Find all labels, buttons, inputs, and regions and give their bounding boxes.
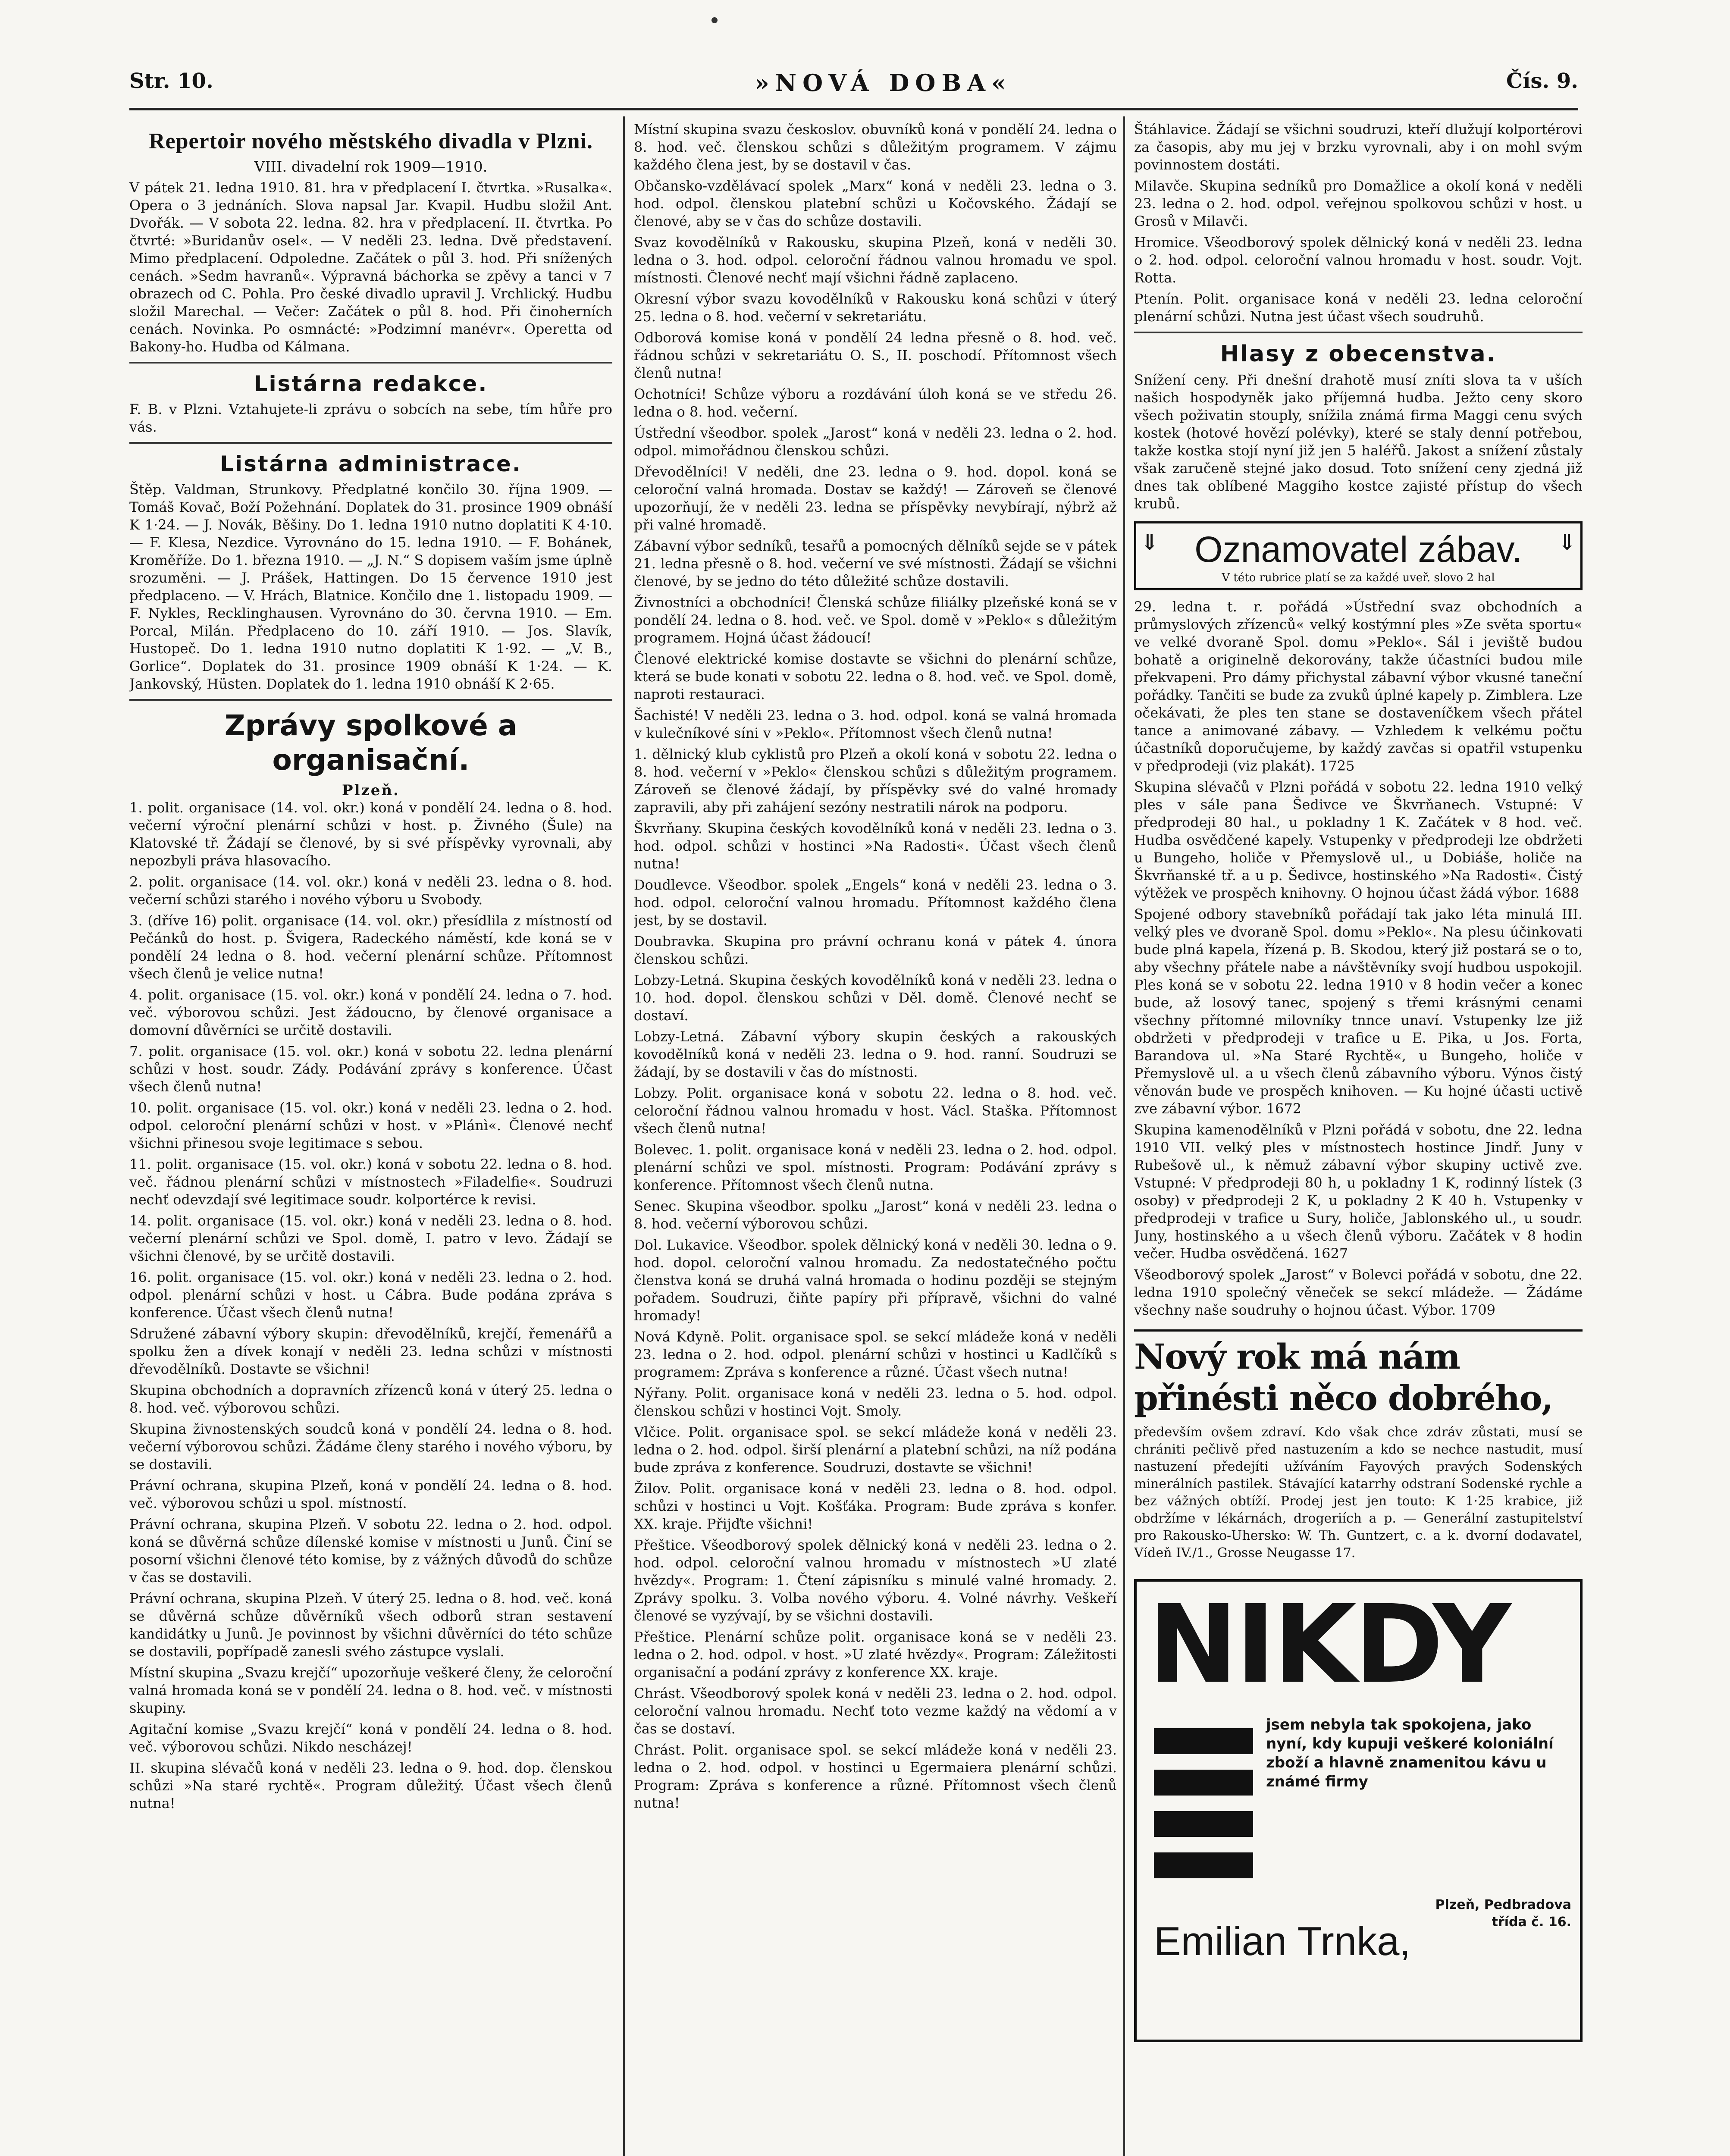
notice-paragraph: Chrást. Všeodborový spolek koná v neděli 23. ledna o 2. hod. odpol. celoroční valnou hromadu. Nechť toto vezme každý na vědomí a v čas se dostaví. [634, 1685, 1117, 1737]
notice-paragraph: Živnostníci a obchodníci! Členská schůze filiálky plzeňské koná se v pondělí 24. ledna o 8. hod. več. ve Spol. domě v »Peklo« s důležitým programem. Hojná účast žádoucí! [634, 594, 1117, 646]
listarna-admin-title: Listárna administrace. [220, 451, 522, 476]
notice-paragraph: Dol. Lukavice. Všeodbor. spolek dělnický koná v neděli 30. ledna o 9. hod. dopol. celoroční valnou hromadu. Za nedostatečného počtu členstva koná se druhá valná hromada o hodinu později se stejným pořadem. Soudruzi, čiňte papíry při přípravě, všichni do valné hromady! [634, 1237, 1117, 1324]
listarna-redakce-title: Listárna redakce. [254, 371, 488, 396]
listarna-admin-text: Štěp. Valdman, Strunkovy. Předplatné končilo 30. října 1909. — Tomáš Kovač, Boží Požehnání. Doplatek do 31. prosince 1909 obnáší K 1·24. — J. Novák, Běšiny. Do 1. ledna 1910 nutno doplatiti K 4·10. — F. Klesa, Nezdice. Vyrovnáno do 15. ledna 1910. — F. Bohánek, Kroměříže. Do 1. března 1910. — „J. N.“ S dopisem vaším jsme úplně srozuměni. — J. Prášek, Hattingen. Do 15 července 1910 jest předplaceno. — V. Hrách, Blatnice. Končilo dne 1. listopadu 1909. — F. Nykles, Recklinghausen. Vyrovnáno do 30. června 1910. — Em. Porcal, Milán. Předplaceno do 10. září 1910. — Jos. Slavík, Hustopeč. Do 1. ledna 1910 nutno doplatiti K 1·92. — „V. B., Gorlice“. Doplatek do 31. prosince 1909 obnáší K 1·24. — K. Jankovský, Hüsten. Doplatek do 1. ledna 1910 obnáší K 2·65. [129, 481, 612, 692]
ink-spot [711, 17, 718, 23]
oznamovatel-subtitle: V této rubrice platí se za každé uveř. slovo 2 hal [1222, 571, 1495, 584]
notice-paragraph: 16. polit. organisace (15. vol. okr.) koná v neděli 23. ledna o 2. hod. odpol. plenární schůzi v host. u Cábra. Bude podána zpráva s konference. Účast všech členů nutna! [129, 1269, 612, 1321]
page-number: Str. 10. [129, 69, 213, 93]
trnka-ad-headline: NIKDY [1148, 1582, 1509, 1707]
issue-number: Čís. 9. [1506, 69, 1578, 93]
notice-paragraph: Doudlevce. Všeodbor. spolek „Engels“ koná v neděli 23. ledna o 3. hod. odpol. celoroční valnou hromadu. Přítomnost každého člena jest, by se dostavil. [634, 877, 1117, 928]
notice-paragraph: Zábavní výbor sedníků, tesařů a pomocných dělníků sejde se v pátek 21. ledna přesně o 8. hod. večerní ve své místnosti. Žádají se všichni členové, by se jedno do této důležité schůze dostavili. [634, 538, 1117, 589]
sodener-ad-title: Nový rok má nám přinésti něco dobrého, [1134, 1336, 1553, 1418]
notice-paragraph: Ochotníci! Schůze výboru a rozdávání úloh koná se ve středu 26. ledna o 8. hod. večerní. [634, 386, 1117, 420]
notice-paragraph: Lobzy-Letná. Skupina českých kovodělníků koná v neděli 23. ledna o 10. hod. dopol. členskou schůzi v Děl. domě. Členové nechť se dostaví. [634, 972, 1117, 1024]
notice-paragraph: Skupina živnostenských soudců koná v pondělí 24. ledna o 8. hod. večerní výborovou schůzi. Žádáme členy starého i nového výboru, by se dostavili. [129, 1421, 612, 1473]
notice-paragraph: Ústřední všeodbor. spolek „Jarost“ koná v neděli 23. ledna o 2. hod. odpol. mimořádnou členskou schůzi. [634, 425, 1117, 459]
arrow-down-icon: ⇓ [1558, 530, 1576, 555]
notice-paragraph: 2. polit. organisace (14. vol. okr.) koná v neděli 23. ledna o 8. hod. večerní schůzi starého i nového výboru u Svobody. [129, 874, 612, 908]
notice-paragraph: Místní skupina svazu českoslov. obuvníků koná v pondělí 24. ledna o 8. hod. več. členskou schůzi s důležitým programem. V zájmu každého člena jest, by se dostavil v čas. [634, 121, 1117, 173]
repertoir-text: V pátek 21. ledna 1910. 81. hra v předplacení I. čtvrtka. »Rusalka«. Opera o 3 jednáních. Slova napsal Jar. Kvapil. Hudbu složil Ant. Dvořák. — V sobota 22. ledna. 82. hra v předplacení. II. čtvrtka. Po čtvrté: »Buridanův osel«. — V neděli 23. ledna. Dvě představení. Mimo předplacení. Odpoledne. Začátek o půl 3. hod. Při snížených cenách. »Sedm havranů«. Výpravná báchorka se zpěvy a tanci v 7 obrazech od C. Pohla. Pro české divadlo upravil J. Vrchlický. Hudbu složil Marechal. — Večer: Začátek o půl 8. hod. Při činoherních cenách. Novinka. Po osmnácté: »Podzimní manévr«. Operetta od Bakony-ho. Hudba od Kálmana. [129, 179, 612, 355]
notice-paragraph: Dřevodělníci! V neděli, dne 23. ledna o 9. hod. dopol. koná se celoroční valná hromada. Dostav se každý! — Zároveň se členové upozorňují, že v neděli 23. ledna se příspěvky nevybírají, nýbrž až při valné hromadě. [634, 464, 1117, 533]
sodener-ad-body [1134, 1424, 1583, 1562]
ad-paragraph: Spojené odbory stavebníků pořádají tak jako léta minulá III. velký ples ve dvoraně Spol. domu »Peklo«. Na plesu účinkovati bude plná kapela, řízená p. B. Skodou, který již postará se o to, aby všechny přátele nabe a návštěvníky svojí hudbou uspokojil. Ples koná se v sobotu 22. ledna 1910 v 8 hodin večer a konec bude, až losový tanec, spojený s třemi krásnými cenami všechny přítomné milovníky tnnce unaví. Vstupenky lze již obdržeti v předprodeji v trafice u E. Pika, u Jos. Forta, Barandova ul. »Na Staré Rychtě«, u Bungeho, holiče v Přemyslově ul. a u všech členů zábavního výboru. Výnos čistý věnován bude ve prospěch knihoven. — Ku hojné účasti uctivě zve zábavní výbor. 1672 [1134, 906, 1583, 1117]
column-3 [1134, 121, 1583, 2156]
notice-paragraph: Sdružené zábavní výbory skupin: dřevodělníků, krejčí, řemenářů a spolku žen a dívek konají v neděli 23. ledna schůzi v místnosti dřevodělníků. Dostavte se všichni! [129, 1326, 612, 1377]
notice-paragraph: Škvrňany. Skupina českých kovodělníků koná v neděli 23. ledna o 3. hod. odpol. schůzi v hostinci »Na Radosti«. Účast všech členů nutna! [634, 820, 1117, 872]
notice-paragraph: Doubravka. Skupina pro právní ochranu koná v pátek 4. února členskou schůzi. [634, 933, 1117, 967]
ad-paragraph: Skupina kamenodělníků v Plzni pořádá v sobotu, dne 22. ledna 1910 VII. velký ples v místnostech hostince Jindř. Juny v Rubešově ul., k němuž zábavní výbor skupiny uctivě zve. Vstupné: V předprodeji 80 h, u pokladny 1 K, rodinný lístek (3 osoby) v předprodeji 2 K, u pokladny 2 K 40 h. Vstupenky v předprodeji v trafice u Sury, holiče, Jablonského ul., u soudr. Juny, hostinského a u všech členů výboru. Začátek v 8 hodin večer. Hudba osvědčená. 1627 [1134, 1122, 1583, 1262]
notice-paragraph: II. skupina slévačů koná v neděli 23. ledna o 9. hod. dop. členskou schůzi »Na staré rychtě«. Program důležitý. Účast všech členů nutna! [129, 1760, 612, 1811]
trnka-ad-text: jsem nebyla tak spokojena, jako nyní, kdy kupuji veškeré koloniální zboží a hlavně znamenitou kávu u známé firmy [1266, 1716, 1554, 1790]
notice-paragraph: Štáhlavice. Žádají se všichni soudruzi, kteří dlužují kolportérovi za časopis, aby mu jej v brzku vyrovnali, aby i on mohl svým povinnostem dostáti. [1134, 121, 1583, 173]
bar [1154, 1811, 1253, 1837]
divider [129, 442, 612, 444]
notice-paragraph: 14. polit. organisace (15. vol. okr.) koná v neděli 23. ledna o 8. hod. večerní plenární schůzi ve Spol. domě, I. patro v levo. Žádají se všichni členové, by se určitě dostavili. [129, 1213, 612, 1264]
repertoir-title: Repertoir nového městského divadla v Plzni. [148, 129, 593, 154]
notice-paragraph: 1. polit. organisace (14. vol. okr.) koná v pondělí 24. ledna o 8. hod. večerní výroční plenární schůzi v host. p. Živného (Šule) na Klatovské tř. Žádají se členové, by si své příspěvky vyrovnali, aby nepozbyli práva hlasovacího. [129, 799, 612, 869]
hlasy-title: Hlasy z obecenstva. [1220, 341, 1497, 367]
divider [1134, 332, 1583, 333]
notice-paragraph: Hromice. Všeodborový spolek dělnický koná v neděli 23. ledna o 2. hod. odpol. celoroční valnou hromadu v host. soudr. Vojt. Rotta. [1134, 234, 1583, 286]
bar [1154, 1770, 1253, 1796]
notice-paragraph: 3. (dříve 16) polit. organisace (14. vol. okr.) přesídlila z místností od Pečánků do host. p. Švigera, Radeckého náměstí, kde koná se v pondělí 24 ledna o 8. hod. večerní plenární schůze. Přítomnost všech členů je velice nutna! [129, 912, 612, 982]
trnka-ad-name: Emilian Trnka, [1154, 1918, 1411, 1964]
decorative-bars [1154, 1728, 1253, 1894]
sodener-ad [1134, 1329, 1583, 1562]
ad-paragraph: Skupina slévačů v Plzni pořádá v sobotu 22. ledna 1910 velký ples v sále pana Šedivce ve Škvrňanech. Vstupné: V předprodeji 80 hal., u pokladny 1 K. Začátek v 8 hod. več. Hudba osvědčené kapely. Vstupenky v předprodeji lze obdržeti u Bungeho, holiče v Přemyslově ul., u Dobiáše, holiče na Škvrňanské tř. a u p. Šedivce, hostinského »Na Radosti«. Čistý výtěžek ve prospěch knihovny. O hojnou účast žádá výbor. 1688 [1134, 779, 1583, 901]
ad-paragraph: Všeodborový spolek „Jarost“ v Bolevci pořádá v sobotu, dne 22. ledna 1910 společný věneček se sekcí mládeže. — Žádáme všechny naše soudruhy o hojnou účast. Výbor. 1709 [1134, 1266, 1583, 1318]
notice-paragraph: Šachisté! V neděli 23. ledna o 3. hod. odpol. koná se valná hromada v kulečníkové síni v »Peklo«. Přítomnost všech členů nutna! [634, 707, 1117, 741]
notice-paragraph: Právní ochrana, skupina Plzeň. V sobotu 22. ledna o 2. hod. odpol. koná se důvěrná schůze dílenské komise v místnosti u Junů. Činí se posorní všichni členové této komise, by z vážných důvodů do schůze v čas se dostavili. [129, 1516, 612, 1586]
notice-paragraph: Nýřany. Polit. organisace koná v neděli 23. ledna o 5. hod. odpol. členskou schůzi v hostinci Vojt. Smoly. [634, 1385, 1117, 1419]
divider [129, 362, 612, 364]
hlasy-text: Snížení ceny. Při dnešní drahotě musí zníti slova ta v uších našich hospodyněk jako příjemná hudba. Ježto ceny skoro všech poživatin stouply, snížila známá firma Maggi cenu svých kostek (hotové hovězí polévky), které se staly denní potřebou, takže kostka stojí nyní již jen 5 haléřů. Jakost a snížení zůstaly však zaručeně stejné jako dosud. Toto snížení ceny zjedná již dnes tak oblíbené Maggiho kostce zajisté přístup do všech krubů. [1134, 372, 1583, 512]
section-plzen: Plzeň. [342, 782, 400, 799]
oznamovatel-title: Oznamovatel zábav. [1194, 529, 1522, 570]
header-rule [129, 108, 1578, 110]
bar [1154, 1728, 1253, 1754]
trnka-ad [1134, 1579, 1583, 2042]
notice-paragraph: Právní ochrana, skupina Plzeň, koná v pondělí 24. ledna o 8. hod. več. výborovou schůzi u spol. místností. [129, 1477, 612, 1511]
notice-paragraph: Bolevec. 1. polit. organisace koná v neděli 23. ledna o 2. hod. odpol. plenární schůzi ve spol. místnosti. Program: Podávání zprávy s konference. Přítomnost všech členů nutna. [634, 1141, 1117, 1193]
sodener-ad-text: především ovšem zdraví. Kdo však chce zdráv zůstati, musí se chrániti pečlivě před nastuzením a kdo se nechce nastudit, musí nastuzení předejíti užíváním Fayových pravých Sodenských minerálních pastilek. Stávající katarrhy odstraní Sodenské rychle a bez vážných obtíží. Prodej jest jen touto: K 1·25 krabice, již obdržíme v lékárnách, drogeriích a p. — Generální zastupitelství pro Rakousko-Uhersko: W. Th. Guntzert, c. a k. dvorní dodavatel, Vídeň IV./1., Grosse Neugasse 17. [1134, 1425, 1583, 1561]
notice-paragraph: Senec. Skupina všeodbor. spolku „Jarost“ koná v neděli 23. ledna o 8. hod. večerní výborovou schůzi. [634, 1198, 1117, 1232]
notice-paragraph: Ptenín. Polit. organisace koná v neděli 23. ledna celoroční plenární schůzi. Nutna jest účast všech soudruhů. [1134, 291, 1583, 325]
notice-paragraph: Vlčice. Polit. organisace spol. se sekcí mládeže koná v neděli 23. ledna o 2. hod. odpol. širší plenární a platební schůzi, na níž podána bude zpráva z konference. Soudruzi, dostavte se všichni! [634, 1424, 1117, 1476]
notice-paragraph: Místní skupina „Svazu krejčí“ upozorňuje veškeré členy, že celoroční valná hromada koná se v pondělí 24. ledna o 8. hod. več. v místnosti skupiny. [129, 1664, 612, 1716]
notice-paragraph: Svaz kovodělníků v Rakousku, skupina Plzeň, koná v neděli 30. ledna o 3. hod. odpol. celoroční řádnou valnou hromadu ve spol. místnosti. Členové nechť mají všichni řádně zaplaceno. [634, 234, 1117, 286]
notice-paragraph: 10. polit. organisace (15. vol. okr.) koná v neděli 23. ledna o 2. hod. odpol. celoroční plenární schůzi v host. v »Plánì«. Členové nechť všichni přinesou svoje legitimace s sebou. [129, 1100, 612, 1151]
listarna-redakce-text: F. B. v Plzni. Vztahujete-li zprávu o sobcích na sebe, tím hůře pro vás. [129, 401, 612, 435]
zpravy-title: Zprávy spolkové a organisační. [224, 709, 517, 777]
notice-paragraph: Nová Kdyně. Polit. organisace spol. se sekcí mládeže koná v neděli 23. ledna o 2. hod. odpol. plenární schůzi v hostinci u Kadlčíků s programem: Zpráva s konference a různé. Účast všech nutna! [634, 1329, 1117, 1380]
column-1 [129, 121, 612, 2156]
ad-paragraph: 29. ledna t. r. pořádá »Ústřední svaz obchodních a průmyslových zřízenců« velký kostýmní ples »Ze světa sportu« ve velké dvoraně Spol. domu »Peklo«. Sál i jeviště budou bohatě a originelně dekorovány, takže účastníci budou mile překvapeni. Pro dámy přichystal zábavní výbor vkusné taneční pořádky. Tančiti se bude za zvuků úplné kapely p. Zimblera. Lze očekávati, že ples ten stane se dostaveníčkem všech přátel tance a animované zábavy. — Vzhledem k velkému počtu účastníků doporučujeme, by každý zavčas si opatřil vstupenku v předprodeji (viz plakát). 1725 [1134, 599, 1583, 774]
notice-paragraph: Přeštice. Všeodborový spolek dělnický koná v neděli 23. ledna o 2. hod. odpol. celoroční valnou hromadu v místnostech »U zlaté hvězdy«. Program: 1. Čtení zápisníku s minulé valné hromady. 2. Zprávy spolku. 3. Volba nového výboru. 4. Volné návrhy. Veškeří členové se vyzývají, by se všichni dostavili. [634, 1537, 1117, 1624]
notice-paragraph: Žilov. Polit. organisace koná v neděli 23. ledna o 8. hod. odpol. schůzi v hostinci u Vojt. Košťáka. Program: Bude zpráva s konfer. XX. kraje. Přijďte všichni! [634, 1480, 1117, 1532]
notice-paragraph: 4. polit. organisace (15. vol. okr.) koná v pondělí 24. ledna o 7. hod. več. výborovou schůzi. Jest žádoucno, by členové organisace a domovní důvěrníci se určitě dostavili. [129, 987, 612, 1038]
notice-paragraph: Chrást. Polit. organisace spol. se sekcí mládeže koná v neděli 23. ledna o 2. hod. odpol. v hostinci u Egermaiera plenární schůzi. Program: Zpráva s konference a různé. Přítomnost všech členů nutna! [634, 1742, 1117, 1811]
notice-paragraph: Okresní výbor svazu kovodělníků v Rakousku koná schůzi v úterý 25. ledna o 8. hod. večerní v sekretariátu. [634, 291, 1117, 325]
notice-paragraph: 1. dělnický klub cyklistů pro Plzeň a okolí koná v sobotu 22. ledna o 8. hod. večerní v »Peklo« členskou schůzi s důležitým programem. Zároveň se členové žádají, by příspěvky své do valné hromady zapravili, aby při zahájení sezóny nestratili nárok na podporu. [634, 746, 1117, 815]
notice-paragraph: Agitační komise „Svazu krejčí“ koná v pondělí 24. ledna o 8. hod. več. výborovou schůzi. Nikdo nescházej! [129, 1721, 612, 1755]
notice-paragraph: Odborová komise koná v pondělí 24 ledna přesně o 8. hod. več. řádnou schůzi v sekretariátu O. S., II. poschodí. Přítomnost všech členů nutna! [634, 329, 1117, 381]
bar [1154, 1852, 1253, 1878]
notice-paragraph: 11. polit. organisace (15. vol. okr.) koná v sobotu 22. ledna o 8. hod. več. řádnou plenární schůzi v místnostech »Filadelfie«. Soudruzi nechť odevzdají své legitimace soudr. kolportérce k revisi. [129, 1156, 612, 1208]
column-rule [1123, 116, 1125, 2156]
notice-paragraph: Členové elektrické komise dostavte se všichni do plenární schůze, která se bude konati v sobotu 22. ledna o 8. hod. več. ve Spol. domě, naproti restauraci. [634, 651, 1117, 702]
repertoir-subtitle: VIII. divadelní rok 1909—1910. [254, 158, 488, 175]
column-2 [634, 121, 1117, 2156]
trnka-ad-address: Plzeň, Pedbradova třída č. 16. [1435, 1897, 1571, 1930]
notice-paragraph: 7. polit. organisace (15. vol. okr.) koná v sobotu 22. ledna plenární schůzi v host. soudr. Zády. Podávání zprávy s konference. Účast všech členů nutna! [129, 1043, 612, 1095]
notice-paragraph: Právní ochrana, skupina Plzeň. V úterý 25. ledna o 8. hod. več. koná se důvěrná schůze důvěrníků všech odborů stran sestavení kandidátky u Junů. Je povinnost by všichni důvěrníci do této schůze se dostavili, popřípadě zanesli svého zástupce vyslali. [129, 1590, 612, 1660]
notice-paragraph: Lobzy-Letná. Zábavní výbory skupin českých a rakouských kovodělníků koná v neděli 23. ledna o 9. hod. ranní. Soudruzi se žádají, by se dostavili v čas do místnosti. [634, 1028, 1117, 1080]
notice-paragraph: Lobzy. Polit. organisace koná v sobotu 22. ledna o 8. hod. več. celoroční řádnou valnou hromadu v host. Václ. Staška. Přítomnost všech členů nutna! [634, 1085, 1117, 1137]
arrow-down-icon: ⇓ [1141, 530, 1159, 555]
newspaper-title: »NOVÁ DOBA« [755, 69, 1012, 97]
notice-paragraph: Přeštice. Plenární schůze polit. organisace koná se v neděli 23. ledna o 2. hod. odpol. v host. »U zlaté hvězdy«. Program: Záležitosti organisační a podání zprávy z konference XX. kraje. [634, 1629, 1117, 1680]
column-rule [623, 116, 625, 2156]
divider [129, 699, 612, 701]
notice-paragraph: Občansko-vzdělávací spolek „Marx“ koná v neděli 23. ledna o 3. hod. odpol. členskou platební schůzi u Kočovského. Žádají se členové, aby se v čas do schůze dostavili. [634, 178, 1117, 229]
notice-paragraph: Milavče. Skupina sedníků pro Domažlice a okolí koná v neděli 23. ledna o 2. hod. odpol. veřejnou spolkovou schůzi v host. u Grosů v Milavči. [1134, 178, 1583, 229]
notice-paragraph: Skupina obchodních a dopravních zřízenců koná v úterý 25. ledna o 8. hod. več. výborovou schůzi. [129, 1382, 612, 1416]
oznamovatel-box [1134, 521, 1583, 590]
